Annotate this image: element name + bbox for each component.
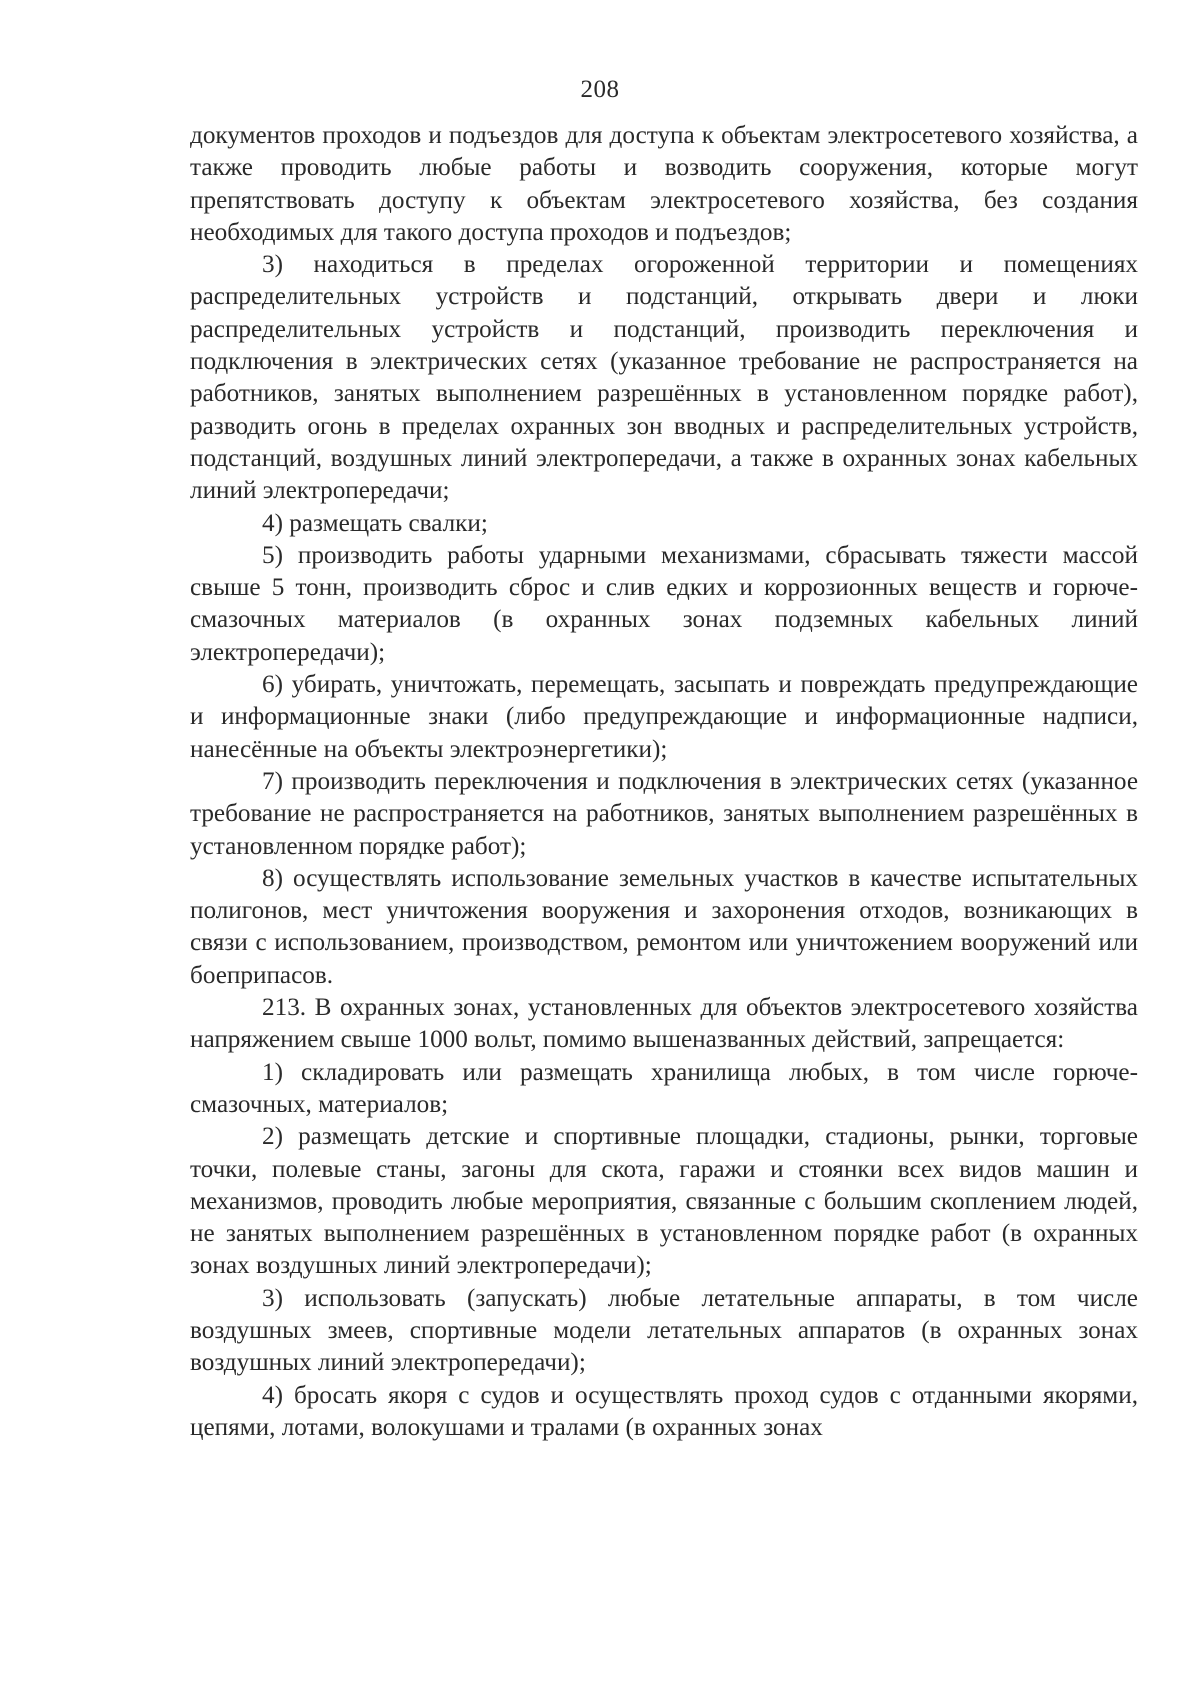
body-text [190, 120, 1138, 1444]
list-item-8: 8) осуществлять использование земельных участков в качестве испытательных полигонов, мест уничтожения вооружения и захоронения отходов, возникающих в связи с использованием, производством, ремонтом или уничтожением вооружений или боеприпасов. [190, 864, 1138, 989]
paragraph: документов проходов и подъездов для доступа к объектам электросетевого хозяйства, а также проводить любые работы и возводить сооружения, которые могут препятствовать доступу к объектам электросетевого хозяйства, без создания необходимых для такого доступа проходов и подъездов; [190, 122, 1138, 246]
list-item-4: 4) размещать свалки; [262, 509, 488, 537]
clause-213: 213. В охранных зонах, установленных для объектов электросетевого хозяйства напряжением свыше 1000 вольт, помимо вышеназванных действий, запрещается: [190, 994, 1138, 1054]
clause-213-item-4: 4) бросать якоря с судов и осуществлять проход судов с отданными якорями, цепями, лотами, волокушами и тралами (в охранных зонах [190, 1381, 1138, 1441]
clause-213-item-2: 2) размещать детские и спортивные площадки, стадионы, рынки, торговые точки, полевые станы, загоны для скота, гаражи и стоянки всех видов машин и механизмов, проводить любые мероприятия, связанные с большим скоплением людей, не занятых выполнением разрешённых в установленном порядке работ (в охранных зонах воздушных линий электропередачи); [190, 1123, 1138, 1280]
clause-213-item-3: 3) использовать (запускать) любые летательные аппараты, в том числе воздушных змеев, спортивные модели летательных аппаратов (в охранных зонах воздушных линий электропередачи); [190, 1284, 1138, 1377]
list-item-5: 5) производить работы ударными механизмами, сбрасывать тяжести массой свыше 5 тонн, производить сброс и слив едких и коррозионных веществ и горюче-смазочных материалов (в охранных зонах подземных кабельных линий электропередачи); [190, 541, 1138, 666]
clause-213-item-1: 1) складировать или размещать хранилища любых, в том числе горюче-смазочных, материалов; [190, 1058, 1138, 1118]
list-item-3: 3) находиться в пределах огороженной территории и помещениях распределительных устройств и подстанций, открывать двери и люки распределительных устройств и подстанций, производить переключения и подключения в электрических сетях (указанное требование не распространяется на работников, занятых выполнением разрешённых в установленном порядке работ), разводить огонь в пределах охранных зон вводных и распределительных устройств, подстанций, воздушных линий электропередачи, а также в охранных зонах кабельных линий электропередачи; [190, 251, 1138, 505]
list-item-7: 7) производить переключения и подключения в электрических сетях (указанное требование не распространяется на работников, занятых выполнением разрешённых в установленном порядке работ); [190, 767, 1138, 860]
list-item-6: 6) убирать, уничтожать, перемещать, засыпать и повреждать предупреждающие и информационные знаки (либо предупреждающие и информационные надписи, нанесённые на объекты электроэнергетики); [190, 671, 1138, 763]
page-number: 208 [580, 76, 620, 103]
